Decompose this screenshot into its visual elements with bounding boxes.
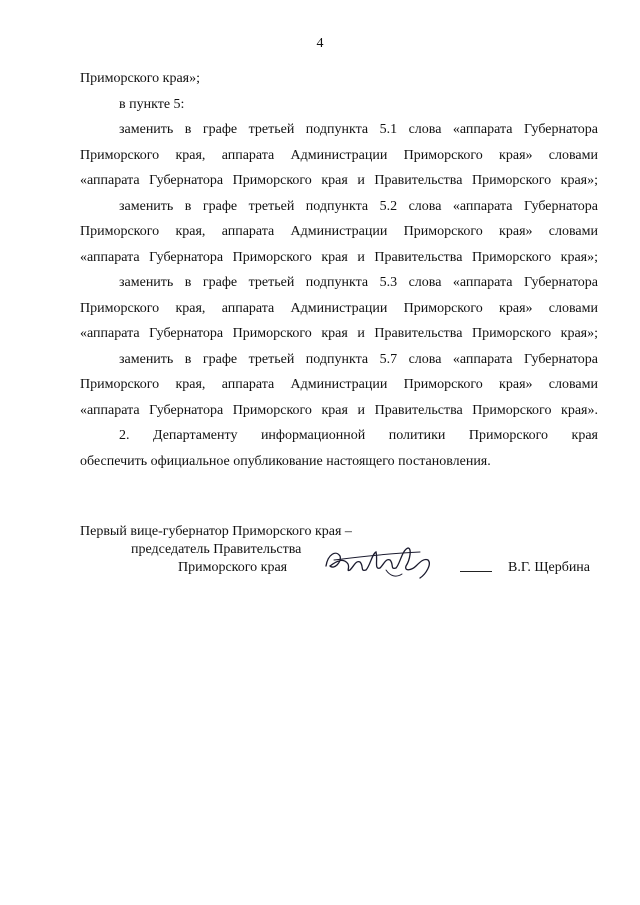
body-line: «аппарата Губернатора Приморского края и Правительства Приморского края»; [80,326,598,341]
body-line: «аппарата Губернатора Приморского края и Правительства Приморского края»; [80,173,598,188]
signatory-title-line-2: председатель Правительства [131,542,302,557]
page-number: 4 [316,36,324,51]
body-line: заменить в графе третьей подпункта 5.3 слова «аппарата Губернатора [119,275,598,290]
body-line: обеспечить официальное опубликование настоящего постановления. [80,453,491,469]
body-line: заменить в графе третьей подпункта 5.2 слова «аппарата Губернатора [119,198,598,214]
signatory-title-line-3: Приморского края [178,560,288,575]
body-line: в пункте 5: [119,96,185,112]
handwritten-signature [320,540,450,582]
body-line: Приморского края, аппарата Администрации Приморского края» словами [80,300,598,316]
body-line: Приморского края»; [80,71,201,86]
signature-block [80,524,600,584]
body-line: «аппарата Губернатора Приморского края и Правительства Приморского края»; [80,249,598,265]
signatory-title-line-1: Первый вице-губернатор Приморского края – [80,524,352,539]
body-line: 2. Департаменту информационной политики Приморского края [119,428,598,443]
body-line: Приморского края, аппарата Администрации Приморского края» словами [80,224,598,239]
body-line: заменить в графе третьей подпункта 5.7 слова «аппарата Губернатора [119,351,598,367]
document-body [80,66,598,474]
body-line: «аппарата Губернатора Приморского края и Правительства Приморского края». [80,402,598,418]
body-line: заменить в графе третьей подпункта 5.1 слова «аппарата Губернатора [119,122,598,137]
signature-dash [460,571,492,572]
signatory-name: В.Г. Щербина [508,560,591,575]
body-line: Приморского края, аппарата Администрации Приморского края» словами [80,377,598,392]
body-line: Приморского края, аппарата Администрации Приморского края» словами [80,147,598,163]
